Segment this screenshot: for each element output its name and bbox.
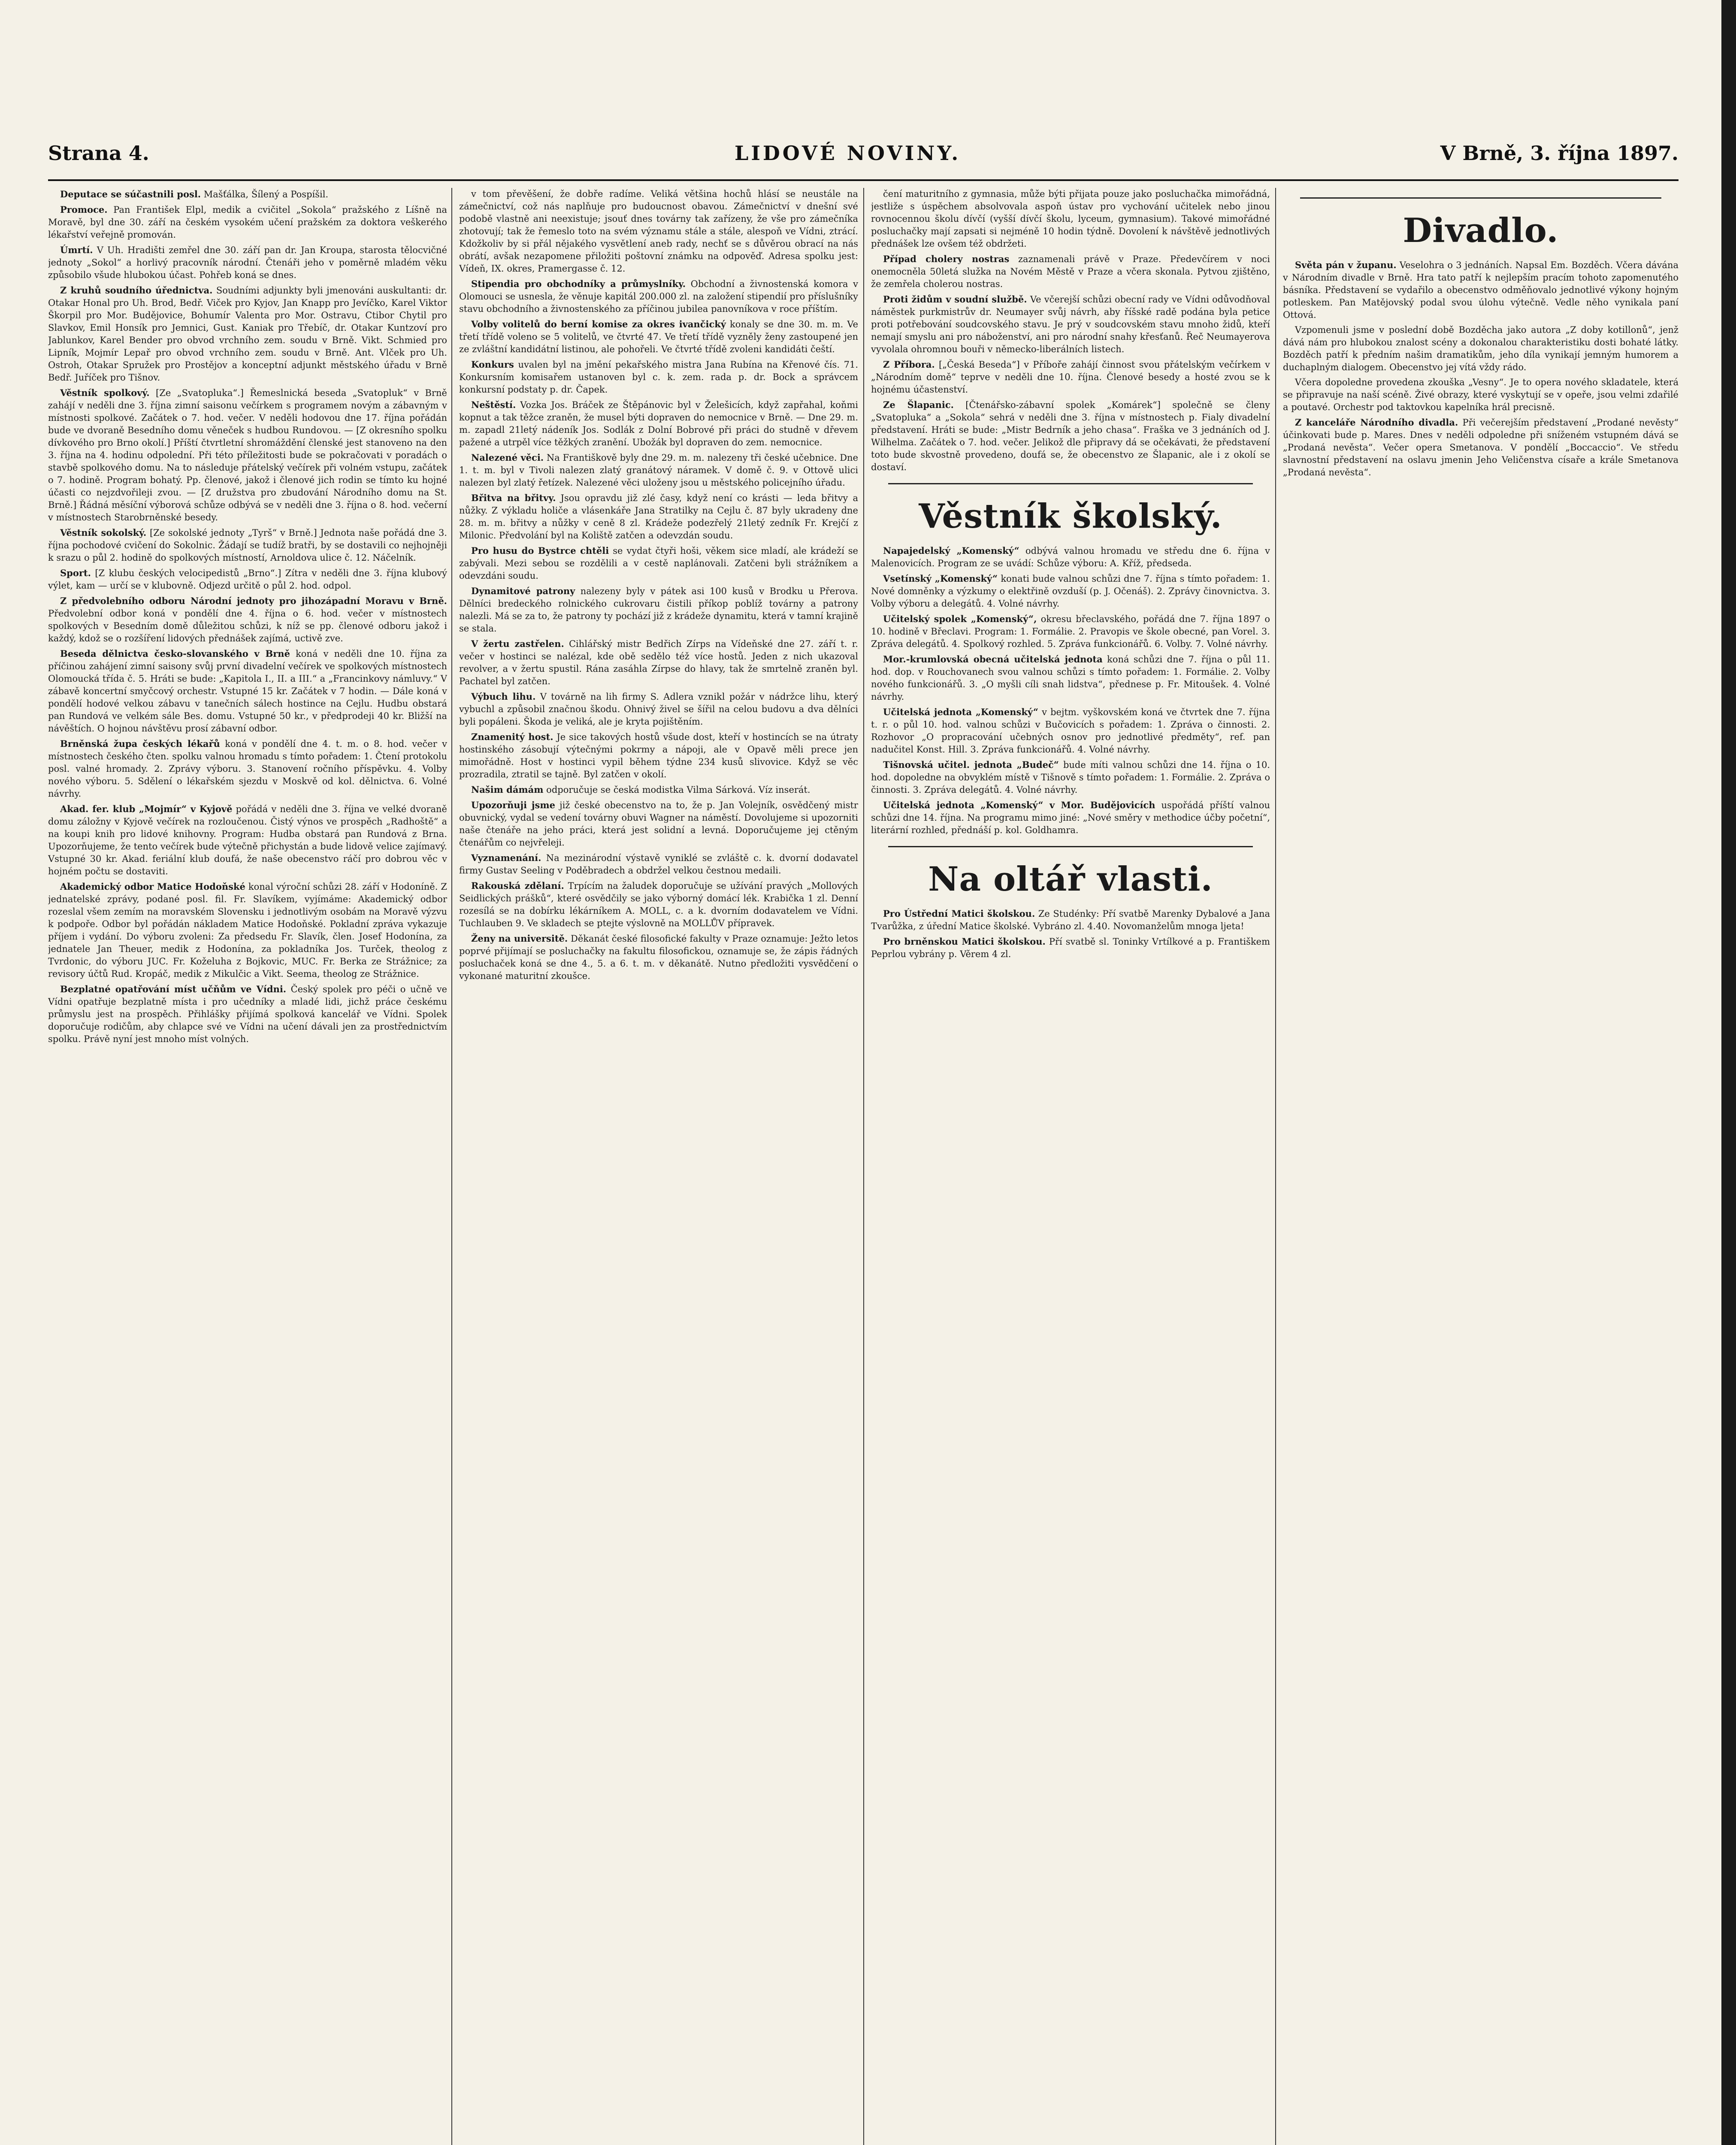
news-item — [459, 637, 858, 688]
news-item — [459, 451, 858, 489]
news-item-heading: Promoce. — [60, 204, 108, 215]
news-item-text: v tom převěšení, že dobře radíme. Veliká většina hochů hlásí se neustále na zámečnictví, což nás naplňuje pro budoucnost obavou. Zámečnictví v dnešní své podobě vlastně ani neexistuje; jsouť dnes továrny tak zařízeny, že vše pro zámečníka zhotovují; tak že řemeslo toto na svém významu stále a stále, alespoň ve Vídni, ztrácí. Kdožkoliv by si přál nějakého vysvětlení aneb rady, nechť se s důvěrou obrací na nás obrátí, avšak nezapomene přiložiti poštovní známku na odpověď. Adresa spolku jest: Vídeň, IX. okres, Pramergasse č. 12. — [459, 189, 858, 274]
news-item — [1283, 416, 1679, 479]
column-3 — [871, 188, 1270, 2145]
news-item — [871, 293, 1270, 356]
news-item-heading: Neštěstí. — [471, 399, 516, 410]
news-item — [48, 387, 447, 524]
news-item-text: [Ze sokolské jednoty „Tyrš“ v Brně.] Jednota naše pořádá dne 3. října pochodové cvičení do Sokolnic. Žádají se tudíž bratři, by se dostavili co nejhojněji k srazu o půl 2. hodině do spolkových místností, Arnoldova ulice č. 12. Náčelník. — [48, 528, 447, 563]
news-item-heading: Učitelská jednota „Komenský“ — [883, 707, 1038, 717]
page-header — [48, 142, 1679, 172]
news-item — [871, 358, 1270, 396]
section-rule — [888, 483, 1253, 484]
scan-edge — [1721, 0, 1736, 2145]
news-item-heading: Ze Šlapanic. — [883, 399, 954, 410]
news-item — [871, 399, 1270, 474]
news-item-heading: Z kruhů soudního úřednictva. — [60, 285, 213, 296]
news-item-heading: Výbuch lihu. — [471, 691, 536, 702]
news-item — [459, 278, 858, 315]
news-item — [459, 318, 858, 356]
news-item — [459, 879, 858, 930]
column-divider — [863, 188, 864, 2145]
news-item — [459, 399, 858, 449]
news-item-heading: Věstník sokolský. — [60, 527, 147, 538]
news-item-text: Veselohra o 3 jednáních. Napsal Em. Bozděch. Včera dávána v Národním divadle v Brně. Hra tato patří k nejlepším pracím tohoto zapomenutého básníka. Představení se vydařilo a obecenstvo odměňovalo jednotlivé výkony hojným potleskem. Pan Matějovský podal svou úlohu výtečně. Vedle něho vynikala paní Ottová. — [1283, 260, 1679, 320]
news-item-text: Na Františkově byly dne 29. m. m. nalezeny tři české učebnice. Dne 1. t. m. byl v Tivoli nalezen zlatý granátový náramek. V domě č. 9. v Ottově ulici nalezen byl zlatý řetízek. Nalezené věci uloženy jsou u městského policejního úřadu. — [459, 453, 858, 488]
news-item-text: Ze Studénky: Pří svatbě Marenky Dybalové a Jana Tvarůžka, z úřední Matice školské. Vybráno zl. 4.40. Novomanželům mnoga ljeta! — [871, 909, 1270, 931]
news-item-text: bude míti valnou schůzi dne 14. října o 10. hod. dopoledne na obvyklém místě v Tišnově s tímto pořadem: 1. Formálie. 2. Zpráva o činnosti. 3. Zpráva delegátů. 4. Volné návrhy. — [871, 760, 1270, 795]
news-item — [871, 253, 1270, 290]
news-item — [48, 737, 447, 800]
news-item-text: koná v pondělí dne 4. t. m. o 8. hod. večer v místnostech českého čten. spolku valnou hromadu s tímto pořadem: 1. Čtení protokolu posl. valné hromady. 2. Zprávy výboru. 3. Stanovení ročního příspěvku. 4. Volby nového výboru. 5. Sdělení o lékařském sjezdu v Moskvě od kol. dělnictva. 6. Volné návrhy. — [48, 739, 447, 799]
news-item — [871, 907, 1270, 933]
news-item-text: odporučuje se česká modistka Vilma Sárková. Víz inserát. — [546, 785, 811, 795]
news-item-text: Na mezinárodní výstavě vyniklé se zvláště c. k. dvorní dodavatel firmy Gustav Seeling v Poděbradech a obdržel velkou čestnou medaili. — [459, 853, 858, 876]
news-item-heading: Z Příbora. — [883, 359, 935, 370]
news-item-heading: Mor.-krumlovská obecná učitelská jednota — [883, 654, 1103, 665]
news-item-heading: Bezplatné opatřování míst učňům ve Vídni. — [60, 984, 287, 994]
news-item-text: [Z klubu českých velocipedistů „Brno“.] Zítra v neděli dne 3. října klubový výlet, kam — určí se v klubovně. Odjezd určitě o půl 2. hod. odpol. — [48, 568, 447, 591]
news-item — [459, 731, 858, 781]
news-item — [871, 544, 1270, 570]
news-item-heading: Akad. fer. klub „Mojmír“ v Kyjově — [60, 804, 233, 814]
news-item-text: koná schůzi dne 7. října o půl 11. hod. dop. v Rouchovanech svou valnou schůzi s tímto pořadem: 1. Formálie. 2. Volby nového funkcionářů. 3. „O myšli cíli snah lidstva“, přednese p. Fr. Mitoušek. 4. Volné návrhy. — [871, 654, 1270, 702]
news-item-text: V továrně na lih firmy S. Adlera vznikl požár v nádržce lihu, který vybuchl a způsobil značnou škodu. Ohnivý živel se šířil na celou budovu a dva dělníci byli popáleni. Škoda je veliká, ale je kryta pojištěním. — [459, 692, 858, 727]
news-item-text: Soudními adjunkty byli jmenováni auskultanti: dr. Otakar Honal pro Uh. Brod, Bedř. Viček pro Kyjov, Jan Knapp pro Jevíčko, Karel Viktor Škorpil pro Mor. Budějovice, Bohumír Valenta pro Mor. Ostravu, Ctibor Chytil pro Slavkov, Emil Honsík pro Jemnici, Gust. Kaniak pro Třebíč, dr. Otakar Kuntzoví pro Jablunkov, Karel Bender pro obvod vrchního zem. soudu v Brně. Vikt. Schmied pro Lipník, Mojmír Lepař pro obvod vrchního zem. soudu v Brně. Ant. Vlček pro Uh. Ostroh, Otakar Spružek pro Prostějov a konceptní adjunkt městského úřadu v Brně Bedř. Juříček pro Tišnov. — [48, 285, 447, 383]
news-item — [48, 595, 447, 645]
section-rule — [1300, 197, 1661, 199]
news-item — [48, 647, 447, 735]
news-item-heading: Pro brněnskou Matici školskou. — [883, 936, 1046, 947]
news-item — [871, 758, 1270, 796]
section-heading: Na oltář vlasti. — [928, 860, 1213, 899]
section-heading: Divadlo. — [1403, 211, 1559, 250]
news-item-text: konal výroční schůzi 28. září v Hodoníně. Z jednatelské zprávy, podané posl. fil. Fr. Slavíkem, vyjímáme: Akademický odbor rozeslal všem zemím na moravském Slovensku i jednotlivým osobám na Moravě výzvu k podpoře. Odbor byl pořádán nákladem Matice Hodoňské. Pokladní zpráva vykazuje příjem i vydání. Do výboru zvoleni: Za předsedu Fr. Slavík, člen. Josef Hodonína, za jednatele Jan Theuer, medik z Hodonína, za pokladníka Jos. Turček, theolog z Tvrdonic, do výboru JUC. Fr. Koželuha z Bojkovic, MUC. Fr. Berka ze Strážnice; za revisory účtů Rud. Kropáč, medik z Mikulčic a Vikt. Seema, theolog ze Strážnice. — [48, 882, 447, 979]
news-item — [48, 880, 447, 980]
news-item-text: pořádá v neděli dne 3. října ve velké dvoraně domu záložny v Kyjově večírek na rozloučenou. Čistý výnos ve prospěch „Radhoště“ a na koupi knih pro lidové knihovny. Program: Hudba obstará pan Rundová z Brna. Upozorňujeme, že tento večírek bude výtečně přichystán a bude lidově velice zajímavý. Vstupné 30 kr. Akad. feriální klub doufá, že naše obecenstvo ráčí pro dobrou věc v hojném počtu se dostaviti. — [48, 804, 447, 876]
news-item-text: Ve včerejší schůzi obecní rady ve Vídni odůvodňoval náměstek purkmistrův dr. Neumayer svůj návrh, aby říšské radě podána byla petice proti potřebování soudcovského stavu. Je prý v soudcovském stavu mnoho židů, kteří nemají smyslu ani pro náboženství, ani pro národní snahy křesťanů. Řeč Neumayerova vyvolala ohromnou bouři v německo-liberálních listech. — [871, 294, 1270, 354]
news-item-heading: Znamenitý host. — [471, 731, 553, 742]
news-item — [459, 690, 858, 728]
news-item — [1283, 324, 1679, 374]
news-item-text: Při večerejším představení „Prodané nevěsty“ účinkovati bude p. Mares. Dnes v neděli odpoledne při sníženém vstupném dává se „Prodaná nevěsta“. Večer opera Smetanova. V pondělí „Boccaccio“. Ve středu slavnostní představení na oslavu jmenin Jeho Veličenstva císaře a krále Smetanova „Prodaná nevěsta“. — [1283, 417, 1679, 477]
news-item — [48, 284, 447, 384]
news-item-text: okresu břeclavského, pořádá dne 7. října 1897 o 10. hodině v Břeclavi. Program: 1. Formálie. 2. Pravopis ve škole obecné, pan Vorel. 3. Zpráva delegátů. 4. Spolkový rozhled. 5. Zpráva funkcionářů. 6. Volby. 7. Volné návrhy. — [871, 614, 1270, 649]
news-item-heading: Věstník spolkový. — [60, 387, 150, 398]
news-item-text: Vozka Jos. Bráček ze Štěpánovic byl v Želešicích, když zapřahal, koňmi kopnut a tak těžce zraněn, že musel býti dopraven do nemocnice v Brně. — Dne 29. m. m. zapadl 21letý nádeník Jos. Sodlák z Dolní Bobrové při práci do studně v dřevem pažené a utrpěl více těžkých zranění. Ubožák byl dopraven do zem. nemocnice. — [459, 400, 858, 447]
news-item-heading: Našim dámám — [471, 784, 544, 795]
news-item — [871, 799, 1270, 837]
section-heading: Věstník školský. — [919, 497, 1222, 536]
news-item-text: konati bude valnou schůzi dne 7. října s tímto pořadem: 1. Nové domněnky a výzkumy o elektřině ovzduší (p. J. Očenáš). 2. Zprávy činovnictva. 3. Volby výboru a delegátů. 4. Volné návrhy. — [871, 574, 1270, 609]
news-item — [459, 852, 858, 877]
news-item-heading: Proti židům v soudní službě. — [883, 294, 1027, 305]
news-item-heading: Pro Ústřední Matici školskou. — [883, 908, 1035, 919]
news-item — [459, 932, 858, 982]
issue-date: V Brně, 3. října 1897. — [1440, 142, 1679, 165]
column-divider — [451, 188, 452, 2145]
news-item-text: Pří svatbě sl. Toninky Vrtílkové a p. Františkem Peprlou vybrány p. Věrem 4 zl. — [871, 937, 1270, 959]
news-item — [1283, 259, 1679, 321]
news-item-heading: Akademický odbor Matice Hodoňské — [60, 881, 245, 892]
news-item-heading: Světa pán v županu. — [1295, 260, 1397, 270]
news-item — [871, 653, 1270, 703]
news-item-text: Vzpomenuli jsme v poslední době Bozděcha jako autora „Z doby kotillonů“, jenž dává nám pro hlubokou znalost scény a dokonalou charakteristiku dosti bohaté látky. Bozděch patří k předním našim dramatikům, jeho díla vynikají jemným humorem a duchaplným dialogem. Obecenstvo jej vítá vždy rádo. — [1283, 325, 1679, 372]
news-item — [48, 203, 447, 241]
news-item-heading: Učitelská jednota „Komenský“ v Mor. Budějovicích — [883, 800, 1155, 810]
news-item-heading: Tišnovská učitel. jednota „Budeč“ — [883, 759, 1059, 770]
news-item-text: Pan František Elpl, medik a cvičitel „Sokola“ pražského z Líšně na Moravě, byl dne 30. září na českém vysokém učení pražském za doktora veškerého lékařství veřejně promován. — [48, 205, 447, 240]
news-item-heading: Případ cholery nostras — [883, 254, 1010, 264]
news-item-text: v bejtm. vyškovském koná ve čtvrtek dne 7. října t. r. o půl 10. hod. valnou schůzi v Bučovicích s pořadem: 1. Zpráva o činnosti. 2. Rozhovor „O propracování učebných osnov pro jednotlivé předměty“, ref. pan nadučitel Konst. Hill. 3. Zpráva funkcionářů. 4. Volné návrhy. — [871, 707, 1270, 755]
header-rule — [48, 179, 1679, 181]
column-2 — [459, 188, 858, 2145]
news-item-text: [„Česká Beseda“] v Příboře zahájí činnost svou přátelským večírkem v „Národním domě“ teprve v neděli dne 10. října. Členové besedy a hosté zvou se k hojnému účastenství. — [871, 360, 1270, 395]
news-item-heading: Rakouská zdělaní. — [471, 880, 564, 891]
news-item-text: Trpícím na žaludek doporučuje se užívání pravých „Mollových Seidlických prášků“, které osvědčily se jako výborný domácí lék. Krabička 1 zl. Denní rozesílá se na dobírku lékárníkem A. MOLL, c. a k. dvorním dodavatelem ve Vídni. Tuchlauben 9. Ve skladech se ptejte výslovně na MOLLŮV přípravek. — [459, 881, 858, 928]
page-number: Strana 4. — [48, 142, 149, 165]
newspaper-title: LIDOVÉ NOVINY. — [735, 142, 961, 165]
news-item — [459, 188, 858, 275]
news-item — [48, 803, 447, 878]
news-item-text: Včera dopoledne provedena zkouška „Vesny“. Je to opera nového skladatele, která se připravuje na naší scéně. Živé obrazy, které vyskytují se v opeře, jsou velmi zdařilé a poutavé. Orchestr pod taktovkou kapelníka hrál precisně. — [1283, 377, 1679, 412]
news-item-heading: Z kanceláře Národního divadla. — [1295, 417, 1458, 428]
news-item-heading: Vyznamenání. — [471, 852, 541, 863]
news-item-heading: Sport. — [60, 568, 91, 578]
column-1 — [48, 188, 447, 2145]
news-item-heading: Stipendia pro obchodníky a průmyslníky. — [471, 278, 686, 289]
news-item-text: Cihlářský mistr Bedřich Zírps na Vídeňské dne 27. září t. r. večer v hostinci se nalézal, kde obě sedělo též více hostů. Jeden z nich ukazoval revolver, a v žertu spustil. Rána zasáhla Zírpse do hlavy, tak že smrtelně zraněn byl. Pachatel byl zatčen. — [459, 639, 858, 686]
news-item-heading: Z předvolebního odboru Národní jednoty pro jihozápadní Moravu v Brně. — [60, 595, 447, 606]
news-item-heading: Ženy na universitě. — [471, 933, 568, 944]
news-item-text: Předvolební odbor koná v pondělí dne 4. října o 6. hod. večer v místnostech spolkových v Besedním domě důležitou schůzi, k níž se pp. členové odboru jakož i každý, kdož se o rozšíření lidových přednášek zajímá, uctivě zve. — [48, 608, 447, 644]
news-item — [871, 188, 1270, 250]
news-item-text: již české obecenstvo na to, že p. Jan Volejník, osvědčený mistr obuvnický, vydal se vedení továrny obuvi Wagner na náměstí. Dovolujeme si upozorniti naše čtenáře na jeho práci, která jest solidní a levná. Doporučujeme jej ctěným čtenářům co nejvřeleji. — [459, 800, 858, 848]
news-item-heading: Brněnská župa českých lékařů — [60, 738, 220, 749]
news-item-text: uspořádá příští valnou schůzi dne 14. října. Na programu mimo jiné: „Nové směry v methodice účby početní“, literární rozhled, přednáší p. kol. Goldhamra. — [871, 800, 1270, 835]
news-item-text: Děkanát české filosofické fakulty v Praze oznamuje: Ježto letos poprvé přijímají se posluchačky na fakultu filosofickou, oznamuje se, že zápis řádných posluchaček koná se dne 4., 5. a 6. t. m. v děkanátě. Nutno předložiti vysvědčení o vykonané maturitní zkoušce. — [459, 934, 858, 981]
news-item-heading: Upozorňuji jsme — [471, 800, 555, 810]
news-item — [871, 613, 1270, 650]
news-item-text: uvalen byl na jmění pekařského mistra Jana Rubína na Křenové čís. 71. Konkursním komisařem ustanoven byl c. k. zem. rada p. dr. Bock a správcem konkursní podstaty p. dr. Čapek. — [459, 360, 858, 395]
column-4 — [1283, 188, 1679, 2145]
news-item-text: [Čtenářsko-zábavní spolek „Komárek“] společně se členy „Svatopluka“ a „Sokola“ sehrá v neděli dne 3. října v místnostech p. Fialy divadelní představení. Hráti se bude: „Mistr Bedrník a jeho chasa“. Fraška ve 3 jednáních od J. Wilhelma. Začátek o 7. hod. večer. Jelikož dle připravy dá se očekávati, že představení toto bude skvostně provedeno, doufá se, že obecenstvo ze Šlapanic, ale i z okolí se dostaví. — [871, 400, 1270, 472]
news-item — [459, 783, 858, 796]
news-item-text: Jsou opravdu již zlé časy, když není co krásti — leda břitvy a nůžky. Z výkladu holiče a vlásenkáře Jana Stratilky na Cejlu č. 87 byly ukradeny dne 28. m. m. břitvy a nůžky v ceně 8 zl. Krádeže podezřelý 21letý zedník Fr. Krejčí z Milonic. Předvolání byl na Koliště zatčen a odevzdán soudu. — [459, 493, 858, 541]
news-item — [1283, 376, 1679, 414]
news-item-heading: Napajedelský „Komenský“ — [883, 545, 1019, 556]
news-item-heading: Beseda dělnictva česko-slovanského v Brně — [60, 648, 290, 659]
news-item-text: Mašťálka, Šílený a Pospíšil. — [203, 189, 329, 199]
news-item — [459, 544, 858, 582]
news-item — [871, 572, 1270, 610]
news-item — [459, 585, 858, 635]
column-divider — [1275, 188, 1276, 2145]
news-item — [48, 244, 447, 281]
news-item — [48, 526, 447, 564]
news-item-text: zaznamenali právě v Praze. Předevčírem v noci onemocněla 50letá služka na Novém Městě v Praze a včera skonala. Pytvou zjištěno, že zemřela cholerou nostras. — [871, 254, 1270, 289]
news-item-heading: Břitva na břitvy. — [471, 492, 556, 503]
news-item-text: čení maturitního z gymnasia, může býti přijata pouze jako posluchačka mimořádná, jestliže s úspěchem absolvovala aspoň ústav pro vychování učitelek nebo jinou rovnocennou školu dívčí (vyšší dívčí školu, lyceum, gymnasium). Takové mimořádné posluchačky mají zapsati si nejméně 10 hodin týdně. Dovolení k návštěvě jednotlivých přednášek lze ovšem též obdržeti. — [871, 189, 1270, 249]
news-item-heading: Učitelský spolek „Komenský“, — [883, 613, 1037, 624]
news-item-text: odbývá valnou hromadu ve středu dne 6. října v Malenovicích. Program ze se uvádí: Schůze výboru: A. Kříž, předseda. — [871, 546, 1270, 568]
news-item-text: Obchodní a živnostenská komora v Olomouci se usnesla, že věnuje kapitál 200.000 zl. na založení stipendií pro příslušníky stavu obchodního a živnostenského za příčinou jubilea panovníkova v roce příštím. — [459, 279, 858, 314]
news-item — [871, 706, 1270, 756]
news-item-text: nalezeny byly v pátek asi 100 kusů v Brodku u Přerova. Dělníci bredeckého rolnického cukrovaru čistili příkop poblíž továrny a patrony nalezli. Má se za to, že patrony ty pochází již z krádeže dynamitu, která v tamní krajině se stala. — [459, 586, 858, 634]
section-rule — [888, 846, 1253, 847]
news-item-heading: Dynamitové patrony — [471, 586, 575, 596]
news-item — [459, 492, 858, 542]
news-item-heading: Volby volitelů do berní komise za okres ivančický — [471, 319, 726, 329]
news-item — [459, 799, 858, 849]
news-item-heading: Pro husu do Bystrce chtěli — [471, 545, 609, 556]
news-item-heading: Konkurs — [471, 359, 514, 370]
news-item — [48, 188, 447, 201]
news-item-text: V Uh. Hradišti zemřel dne 30. září pan dr. Jan Kroupa, starosta tělocvičné jednoty „Sokol“ a horlivý pracovník národní. Čtenáři jeho v poměrně mladém věku způsobilo všude hlubokou účast. Pohřeb koná se dnes. — [48, 245, 447, 280]
news-item-text: [Ze „Svatopluka“.] Řemeslnická beseda „Svatopluk“ v Brně zahájí v neděli dne 3. října zimní saisonu večírkem s programem novým a zábavným v místnosti spolkové. Začátek o 7. hod. večer. V neděli hodovou dne 17. října pořádán bude ve dvoraně Besedního domu věneček s hudbou Rundovou. — [Z okresního spolku dívkového pro Brno okolí.] Příští čtvrtletní shromáždění členské jest stanoveno na den 3. října na 4. hodinu odpolední. Při této příležitosti bude se pokračovati v poradách o stavbě spolkového domu. Na to následuje přátelský večírek při volném vstupu, začátek o 7. hodině. Program bohatý. Pp. členové, jakož i členové jich rodin se tímto ku hojné účasti co nejzdvořileji zvou. — [Z družstva pro zbudování Národního domu na St. Brně.] Řádná měsíční výborová schůze odbývá se v neděli dne 3. října o 8. hod. večerní v místnostech Starobrněnské besedy. — [48, 388, 447, 523]
news-item — [459, 358, 858, 396]
news-item-heading: Nalezené věci. — [471, 452, 544, 463]
news-item-text: se vydat čtyři hoši, věkem sice mladí, ale krádeží se zabývali. Mezi sebou se rozdělili a v cestě naplánovali. Zatčeni byli strážníkem a odevzdáni soudu. — [459, 546, 858, 581]
news-item — [871, 935, 1270, 961]
news-item — [48, 567, 447, 592]
news-item-text: konaly se dne 30. m. m. Ve třetí třídě voleno se 5 volitelů, ve čtvrté 47. Ve třetí třídě vyzněly ženy zastoupené jen ze zvláštní kandidátní listinou, ale pohořeli. Ve čtvrté třídě zvoleni kandidáti čeští. — [459, 319, 858, 354]
news-item-text: Je sice takových hostů všude dost, kteří v hostincích se na útraty hostinského zásobují výtečnými pokrmy a nápoji, ale v Opavě měli prece jen mimořádně. Host v hostinci vypil během týdne 234 kusů slivovice. Když se věc prozradila, ztratil se tajně. Byl zatčen v okolí. — [459, 732, 858, 779]
news-item-heading: Deputace se súčastnili posl. — [60, 189, 201, 199]
news-item-text: Český spolek pro péči o učně ve Vídni opatřuje bezplatně místa i pro učedníky a mladé lidi, jichž práce českému průmyslu jest na prospěch. Přihlášky přijímá spolková kancelář ve Vídni. Spolek doporučuje rodičům, aby chlapce své ve Vídni na učení dávali jen za prostřednictvím spolku. Právě nyní jest mnoho míst volných. — [48, 984, 447, 1044]
news-item — [48, 983, 447, 1045]
news-item-heading: V žertu zastřelen. — [471, 638, 564, 649]
news-item-heading: Úmrtí. — [60, 245, 93, 255]
news-item-heading: Vsetínský „Komenský“ — [883, 573, 998, 584]
news-item-text: koná v neděli dne 10. října za příčinou zahájení zimní saisony svůj první divadelní večírek ve spolkových místnostech Olomoucká třída č. 5. Hráti se bude: „Kapitola I., II. a III.“ a „Francinkovy námluvy.“ V zábavě koncertní smyčcový orchestr. Vstupné 15 kr. Začátek v 7 hodin. — Dále koná v pondělí hodové velkou zábavu v tanečních sálech hostince na Cejlu. Hudbu obstará pan Rundová ve velkém sále Bes. domu. Vstupné 50 kr., v předprodeji 40 kr. Bližší na návěštích. O hojnou návštěvu prosí zábavní odbor. — [48, 649, 447, 734]
